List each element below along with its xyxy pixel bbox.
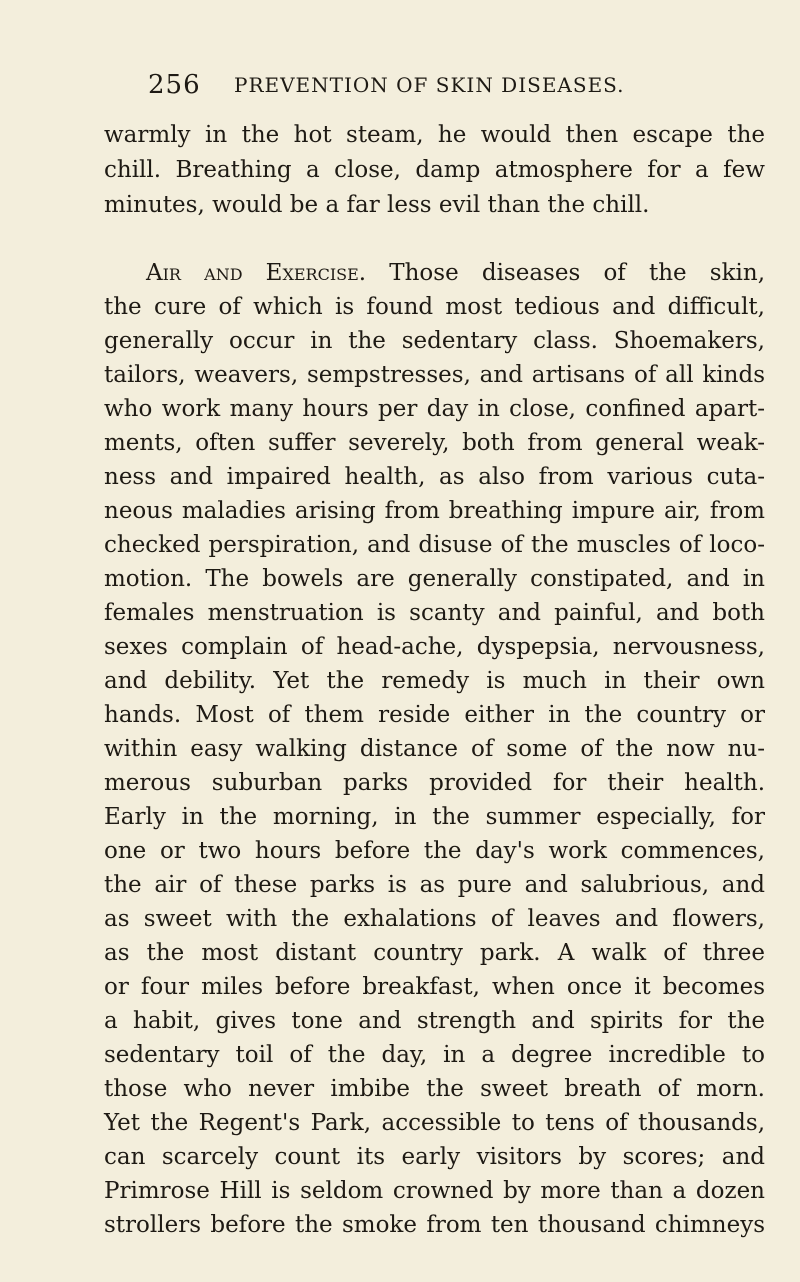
text-line: or four miles before breakfast, when once it becomes <box>104 974 765 1000</box>
text-line: sexes complain of head-ache, dyspepsia, nervousness, <box>104 634 765 660</box>
text-line: sedentary toil of the day, in a degree incredible to <box>104 1042 765 1068</box>
text-line: tailors, weavers, sempstresses, and artisans of all kinds <box>104 362 765 388</box>
text-line: the cure of which is found most tedious and difficult, <box>104 294 765 320</box>
text-line: ness and impaired health, as also from various cuta- <box>104 464 765 490</box>
text-line-rest: Those diseases of the skin, <box>389 260 766 286</box>
page-header <box>148 70 748 100</box>
text-line: Primrose Hill is seldom crowned by more than a dozen <box>104 1178 765 1204</box>
text-line: hands. Most of them reside either in the country or <box>104 702 765 728</box>
text-line: Yet the Regent's Park, accessible to tens of thousands, <box>104 1110 765 1136</box>
text-line: females menstruation is scanty and painful, and both <box>104 600 765 626</box>
text-line: those who never imbibe the sweet breath of morn. <box>104 1076 765 1102</box>
text-line: as sweet with the exhalations of leaves and flowers, <box>104 906 765 932</box>
text-line: one or two hours before the day's work commences, <box>104 838 765 864</box>
text-line: checked perspiration, and disuse of the muscles of loco- <box>104 532 765 558</box>
page-number: 256 <box>148 70 201 100</box>
text-line: minutes, would be a far less evil than the chill. <box>104 192 650 218</box>
text-line: as the most distant country park. A walk of three <box>104 940 765 966</box>
text-line: and debility. Yet the remedy is much in their own <box>104 668 765 694</box>
text-line <box>146 258 765 288</box>
section-heading: Air and Exercise. <box>146 260 367 286</box>
text-line: neous maladies arising from breathing impure air, from <box>104 498 765 524</box>
running-title: PREVENTION OF SKIN DISEASES. <box>234 73 625 97</box>
text-line: merous suburban parks provided for their health. <box>104 770 765 796</box>
text-line: who work many hours per day in close, confined apart- <box>104 396 765 422</box>
text-line: warmly in the hot steam, he would then escape the <box>104 122 765 148</box>
text-line: generally occur in the sedentary class. Shoemakers, <box>104 328 765 354</box>
text-line: ments, often suffer severely, both from general weak- <box>104 430 765 456</box>
text-line: strollers before the smoke from ten thousand chimneys <box>104 1212 765 1238</box>
text-line: within easy walking distance of some of the now nu- <box>104 736 765 762</box>
text-line: can scarcely count its early visitors by scores; and <box>104 1144 765 1170</box>
text-line: Early in the morning, in the summer especially, for <box>104 804 765 830</box>
text-line: motion. The bowels are generally constipated, and in <box>104 566 765 592</box>
text-line: a habit, gives tone and strength and spirits for the <box>104 1008 765 1034</box>
text-line: the air of these parks is as pure and salubrious, and <box>104 872 765 898</box>
text-line: chill. Breathing a close, damp atmosphere for a few <box>104 157 765 183</box>
